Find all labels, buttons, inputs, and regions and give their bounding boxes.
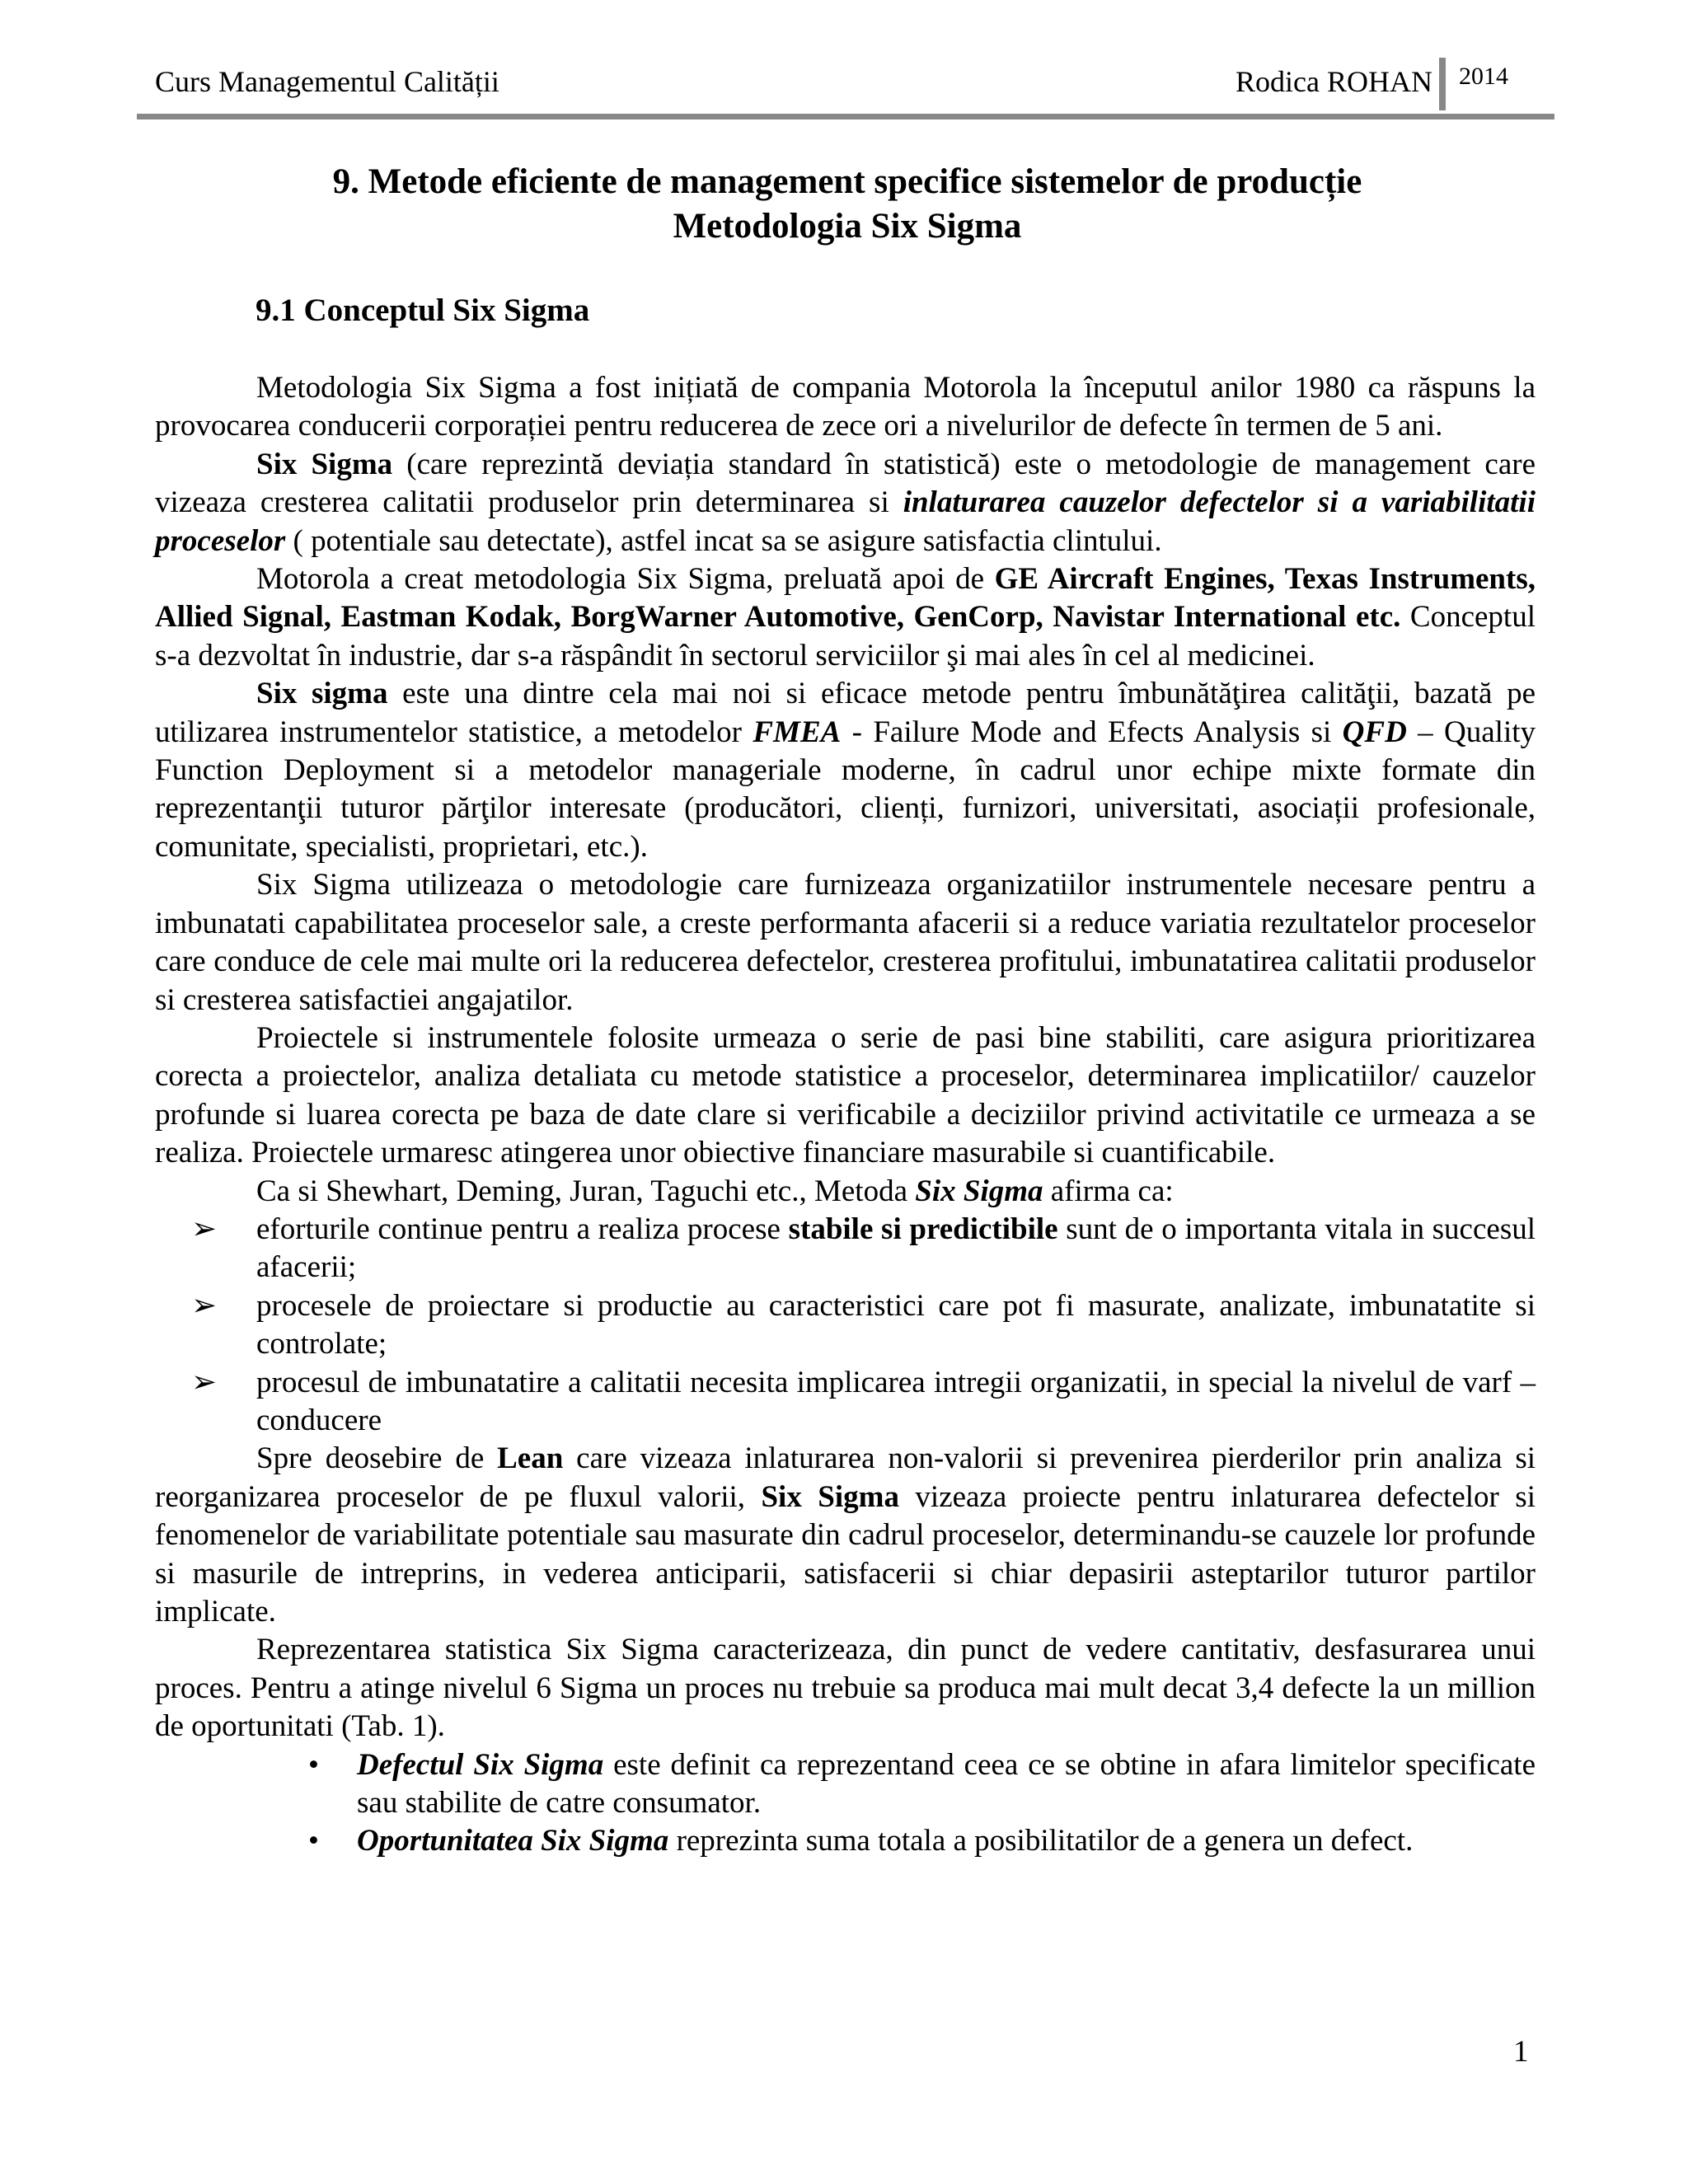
bullet-list [155,1746,1536,1861]
paragraph-4: Six sigma este una dintre cela mai noi si eficace metode pentru îmbunătăţirea calităţii, bazată pe utilizarea instrumentelor statistice, a metodelor FMEA - Failure Mode and Efects Analysis si QFD – Quality Function Deployment si a metodelor manageriale moderne, în cadrul unor echipe mixte formate din reprezentanţii tuturor părţilor interesate (producători, clienți, furnizori, universitati, asociații profesionale, comunitate, specialisti, proprietari, etc.). [155,677,1536,864]
bullet-dot-icon: • [308,1824,319,1858]
paragraph-5: Six Sigma utilizeaza o metodologie care furnizeaza organizatiilor instrumentele necesare pentru a imbunatati capabilitatea proceselor sale, a creste performanta afacerii si a reduce variatia rezultatelor proceselor care conduce de cele mai multe ori la reducerea defectelor, cresterea profitului, imbunatatirea calitatii produselor si cresterea satisfactiei angajatilor. [155,868,1536,1017]
author-name: Rodica ROHAN [1236,65,1432,98]
term-fmea: FMEA [753,715,842,749]
list-item: • Defectul Six Sigma este definit ca reprezentand ceea ce se obtine in afara limitelor specificate sau stabilite de catre consumator. [308,1747,1536,1821]
paragraph-7: Ca si Shewhart, Deming, Juran, Taguchi etc., Metoda Six Sigma afirma ca: [256,1174,1174,1208]
emphasis-causes: inlaturarea cauzelor defectelor si a variabilitatii proceselor [155,485,1536,558]
paragraph-6: Proiectele si instrumentele folosite urmeaza o serie de pasi bine stabiliti, care asigura prioritizarea corecta a proiectelor, analiza detaliata cu metode statistice a proceselor, determinarea implicatiilor/ cauzelor profunde si luarea corecta pe baza de date clare si verificabile a deciziilor privind activitatile ce urmeaza a se realiza. Proiectele urmaresc atingerea unor obiective financiare masurabile si cuantificabile. [155,1020,1536,1170]
term-six-sigma-italic: Six Sigma [915,1174,1043,1208]
document-body [155,369,1536,1861]
term-six-sigma: Six Sigma [256,447,393,481]
bullet-dot-icon: • [308,1747,319,1782]
header-year: 2014 [1459,63,1508,90]
arrow-bullet-icon: ➢ [191,1288,218,1323]
paragraph-3: Motorola a creat metodologia Six Sigma, preluată apoi de GE Aircraft Engines, Texas Instruments, Allied Signal, Eastman Kodak, BorgWarner Automotive, GenCorp, Navistar International etc. Conceptul s-a dezvoltat în industrie, dar s-a răspândit în sectorul serviciilor şi mai ales în cel al medicinei. [155,562,1536,673]
chapter-subtitle: Metodologia Six Sigma [673,207,1022,246]
term-qfd: QFD [1342,715,1407,749]
list-item: ➢ procesul de imbunatatire a calitatii necesita implicarea intregii organizatii, in special la nivelul de varf – conducere [191,1365,1536,1437]
course-title: Curs Managementul Calității [155,65,499,98]
header-separator [1439,58,1446,110]
header-rule [137,114,1554,120]
paragraph-1: Metodologia Six Sigma a fost inițiată de compania Motorola la începutul anilor 1980 ca răspuns la provocarea conducerii corporației pentru reducerea de zece ori a nivelurilor de defecte în termen de 5 ani. [155,371,1536,443]
list-item: ➢ eforturile continue pentru a realiza procese stabile si predictibile sunt de o importanta vitala in succesul afacerii; [191,1212,1536,1285]
page-header [155,64,1554,124]
page-number: 1 [1513,2035,1529,2069]
paragraph-2: Six Sigma (care reprezintă deviația standard în statistică) este o metodologie de management care vizeaza cresterea calitatii produselor prin determinarea si inlaturarea cauzelor defectelor si a variabilitatii proceselor ( potentiale sau detectate), astfel incat sa se asigure satisfactia clintului. [155,447,1536,558]
paragraph-9: Reprezentarea statistica Six Sigma caracterizeaza, din punct de vedere cantitativ, desfasurarea unui proces. Pentru a atinge nivelul 6 Sigma un proces nu trebuie sa produca mai mult decat 3,4 defecte la un million de oportunitati (Tab. 1). [155,1633,1536,1744]
paragraph-8: Spre deosebire de Lean care vizeaza inlaturarea non-valorii si prevenirea pierderilor prin analiza si reorganizarea proceselor de pe fluxul valorii, Six Sigma vizeaza proiecte pentru inlaturarea defectelor si fenomenelor de variabilitate potentiale sau masurate din cadrul proceselor, determinandu-se cauzele lor profunde si masurile de intreprins, in vederea anticiparii, satisfacerii si chiar depasirii asteptarilor tuturor partilor implicate. [155,1441,1536,1629]
term-six-sigma-lower: Six sigma [256,677,388,711]
chapter-title: 9. Metode eficiente de management specifice sistemelor de producție [332,162,1362,201]
section-heading: 9.1 Conceptul Six Sigma [256,293,590,328]
term-six-sigma-2: Six Sigma [761,1479,899,1514]
list-item: • Oportunitatea Six Sigma reprezinta suma totala a posibilitatilor de a genera un defect. [155,1822,1536,1860]
companies-list: GE Aircraft Engines, Texas Instruments, Allied Signal, Eastman Kodak, BorgWarner Automotive, GenCorp, Navistar International etc. [155,562,1536,635]
list-item: ➢ procesele de proiectare si productie au caracteristici care pot fi masurate, analizate, imbunatatite si controlate; [191,1288,1536,1361]
arrow-bullet-icon: ➢ [191,1212,218,1246]
term-lean: Lean [497,1441,564,1476]
arrow-list [155,1211,1536,1440]
arrow-bullet-icon: ➢ [191,1365,218,1399]
